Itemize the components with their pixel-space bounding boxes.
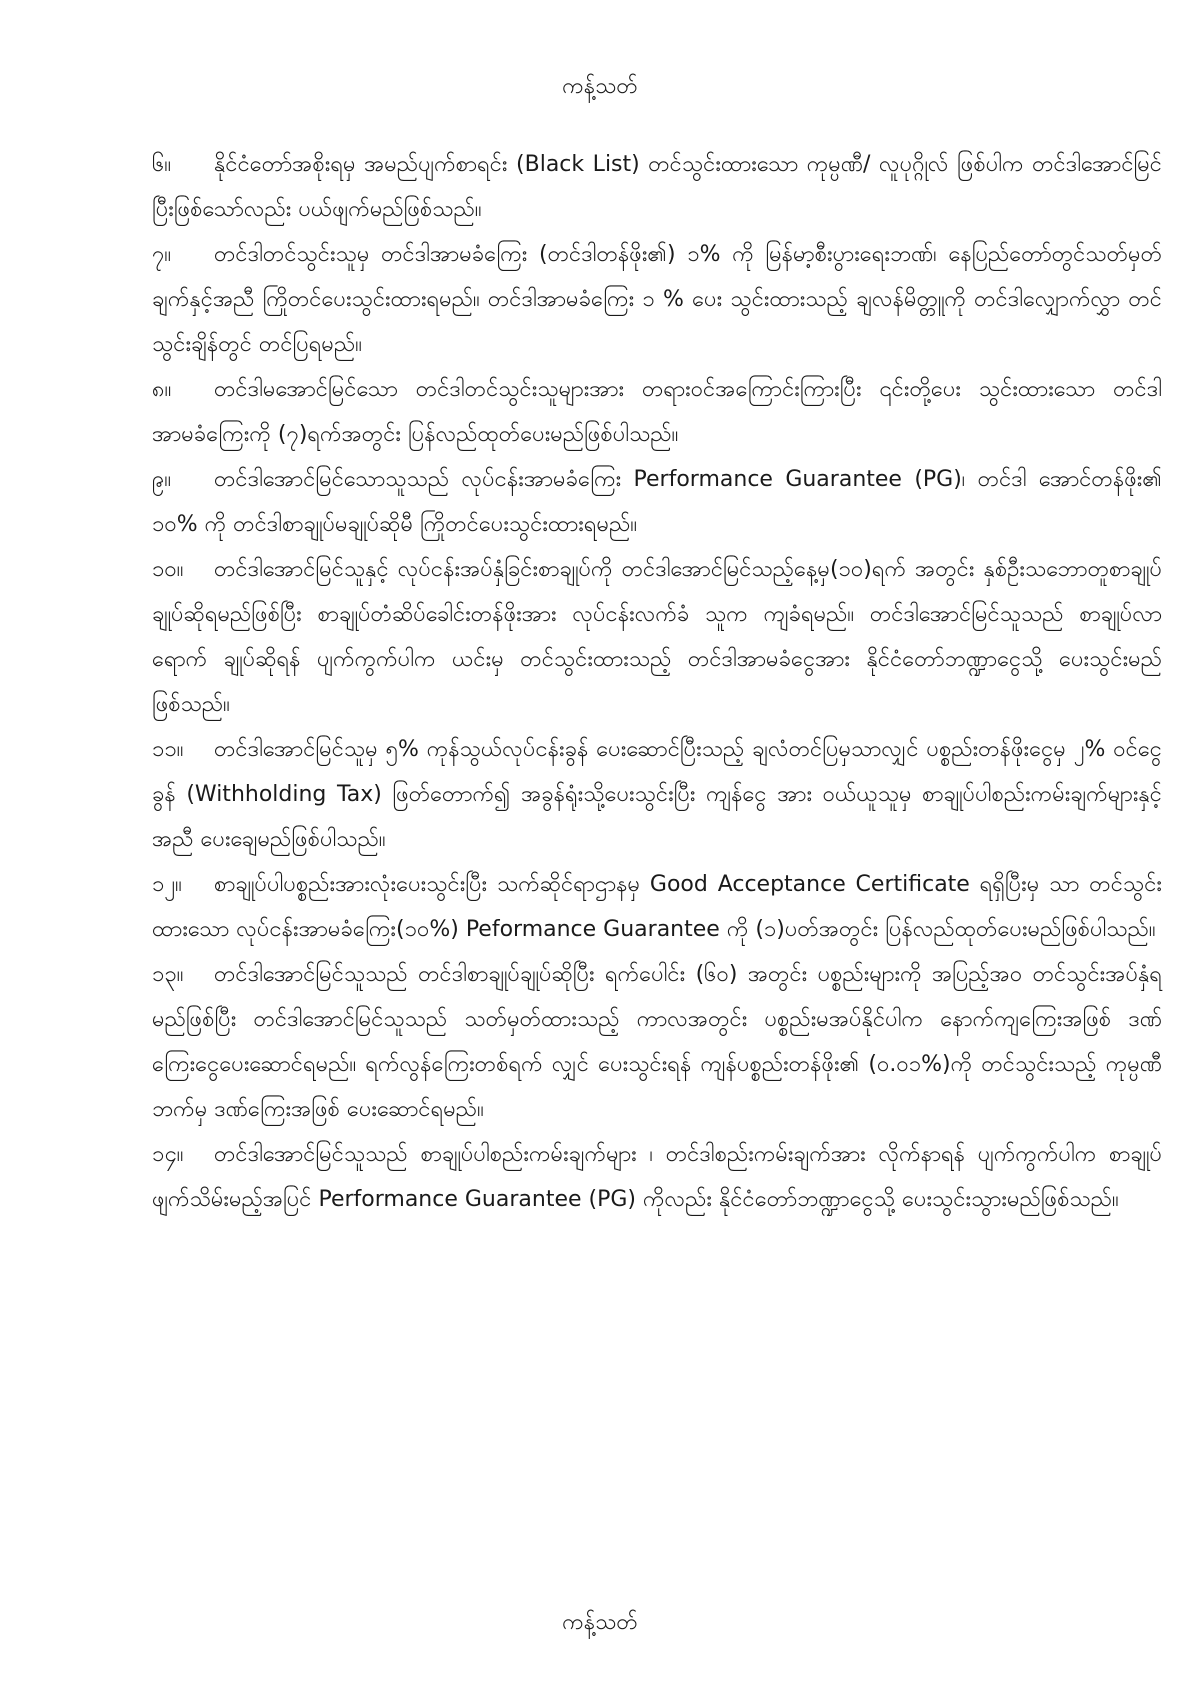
- clause-text: တင်ဒါအောင်မြင်သောသူသည် လုပ်ငန်းအာမခံကြေး Performance Guarantee (PG)၊ တင်ဒါ အောင်တန်ဖိုး၏ ၁၀% ကို တင်ဒါစာချုပ်မချုပ်ဆိုမီ ကြိုတင်ပေးသွင်းထားရမည်။: [152, 467, 1162, 537]
- clause-number: ၆။: [152, 152, 172, 177]
- clause-8: [152, 367, 1162, 457]
- clause-text: တင်ဒါအောင်မြင်သူသည် စာချုပ်ပါစည်းကမ်းချက်များ ၊ တင်ဒါစည်းကမ်းချက်အား လိုက်နာရန် ပျက်ကွက်ပါက စာချုပ်ဖျက်သိမ်းမည့်အပြင် Performance Guarantee (PG) ကိုလည်း နိုင်ငံတော်ဘဏ္ဍာငွေသို့ ပေးသွင်းသွားမည်ဖြစ်သည်။: [152, 1142, 1162, 1212]
- clause-number: ၁၀။: [152, 557, 184, 582]
- clause-text: နိုင်ငံတော်အစိုးရမှ အမည်ပျက်စာရင်း (Black List) တင်သွင်းထားသော ကုမ္ပဏီ/ လူပုဂ္ဂိုလ် ဖြစ်ပါက တင်ဒါအောင်မြင်ပြီးဖြစ်သော်လည်း ပယ်ဖျက်မည်ဖြစ်သည်။: [152, 152, 1162, 222]
- clause-text: တင်ဒါအောင်မြင်သူသည် တင်ဒါစာချုပ်ချုပ်ဆိုပြီး ရက်ပေါင်း (၆၀) အတွင်း ပစ္စည်းများကို အပြည့်အဝ တင်သွင်းအပ်နှံရမည်ဖြစ်ပြီး တင်ဒါအောင်မြင်သူသည် သတ်မှတ်ထားသည့် ကာလအတွင်း ပစ္စည်းမအပ်နိုင်ပါက နောက်ကျကြေးအဖြစ် ဒဏ်ကြေးငွေပေးဆောင်ရမည်။ ရက်လွန်ကြေးတစ်ရက် လျှင် ပေးသွင်းရန် ကျန်ပစ္စည်းတန်ဖိုး၏ (၀.၀၁%)ကို တင်သွင်းသည့် ကုမ္ပဏီဘက်မှ ဒဏ်ကြေးအဖြစ် ပေးဆောင်ရမည်။: [152, 962, 1162, 1122]
- clause-14: [152, 1132, 1162, 1222]
- clause-text: တင်ဒါအောင်မြင်သူမှ ၅% ကုန်သွယ်လုပ်ငန်းခွန် ပေးဆောင်ပြီးသည့် ချလံတင်ပြမှသာလျှင် ပစ္စည်းတန်ဖိုးငွေမှ ၂% ဝင်ငွေခွန် (Withholding Tax) ဖြတ်တောက်၍ အခွန်ရုံးသို့ပေးသွင်းပြီး ကျန်ငွေ အား ဝယ်ယူသူမှ စာချုပ်ပါစည်းကမ်းချက်များနှင့်အညီ ပေးချေမည်ဖြစ်ပါသည်။: [152, 737, 1162, 852]
- clause-number: ၁၁။: [152, 737, 184, 762]
- clause-6: [152, 142, 1162, 232]
- clause-12: [152, 862, 1162, 952]
- clause-10: [152, 547, 1162, 727]
- clause-text: စာချုပ်ပါပစ္စည်းအားလုံးပေးသွင်းပြီး သက်ဆိုင်ရာဌာနမှ Good Acceptance Certificate ရရှိပြီးမှ သာ တင်သွင်းထားသော လုပ်ငန်းအာမခံကြေး(၁၀%) Peformance Guarantee ကို (၁)ပတ်အတွင်း ပြန်လည်ထုတ်ပေးမည်ဖြစ်ပါသည်။: [152, 872, 1162, 942]
- clause-7: [152, 232, 1162, 367]
- clause-text: တင်ဒါတင်သွင်းသူမှ တင်ဒါအာမခံကြေး (တင်ဒါတန်ဖိုး၏) ၁% ကို မြန်မာ့စီးပွားရေးဘဏ်၊ နေပြည်တော်တွင်သတ်မှတ်ချက်နှင့်အညီ ကြိုတင်ပေးသွင်းထားရမည်။ တင်ဒါအာမခံကြေး ၁ % ပေး သွင်းထားသည့် ချလန်မိတ္တူကို တင်ဒါလျှောက်လွှာ တင်သွင်းချိန်တွင် တင်ပြရမည်။: [152, 242, 1162, 357]
- clause-number: ၇။: [152, 242, 172, 267]
- classification-header: ကန့်သတ်: [562, 74, 638, 99]
- document-body: [152, 142, 1162, 1222]
- clause-number: ၁၃။: [152, 962, 184, 987]
- clause-9: [152, 457, 1162, 547]
- clause-number: ၉။: [152, 467, 172, 492]
- clause-13: [152, 952, 1162, 1132]
- clause-number: ၁၄။: [152, 1142, 184, 1167]
- clause-11: [152, 727, 1162, 862]
- classification-footer: ကန့်သတ်: [562, 1610, 638, 1635]
- clause-number: ၈။: [152, 377, 172, 402]
- clause-number: ၁၂။: [152, 872, 182, 897]
- clause-text: တင်ဒါအောင်မြင်သူနှင့် လုပ်ငန်းအပ်နှံခြင်းစာချုပ်ကို တင်ဒါအောင်မြင်သည့်နေ့မှ(၁၀)ရက် အတွင်း နှစ်ဦးသဘောတူစာချုပ်ချုပ်ဆိုရမည်ဖြစ်ပြီး စာချုပ်တံဆိပ်ခေါင်းတန်ဖိုးအား လုပ်ငန်းလက်ခံ သူက ကျခံရမည်။ တင်ဒါအောင်မြင်သူသည် စာချုပ်လာရောက် ချုပ်ဆိုရန် ပျက်ကွက်ပါက ယင်းမှ တင်သွင်းထားသည့် တင်ဒါအာမခံငွေအား နိုင်ငံတော်ဘဏ္ဍာငွေသို့ ပေးသွင်းမည်ဖြစ်သည်။: [152, 557, 1162, 717]
- clause-text: တင်ဒါမအောင်မြင်သော တင်ဒါတင်သွင်းသူများအား တရားဝင်အကြောင်းကြားပြီး ၎င်းတို့ပေး သွင်းထားသော တင်ဒါအာမခံကြေးကို (၇)ရက်အတွင်း ပြန်လည်ထုတ်ပေးမည်ဖြစ်ပါသည်။: [152, 377, 1162, 447]
